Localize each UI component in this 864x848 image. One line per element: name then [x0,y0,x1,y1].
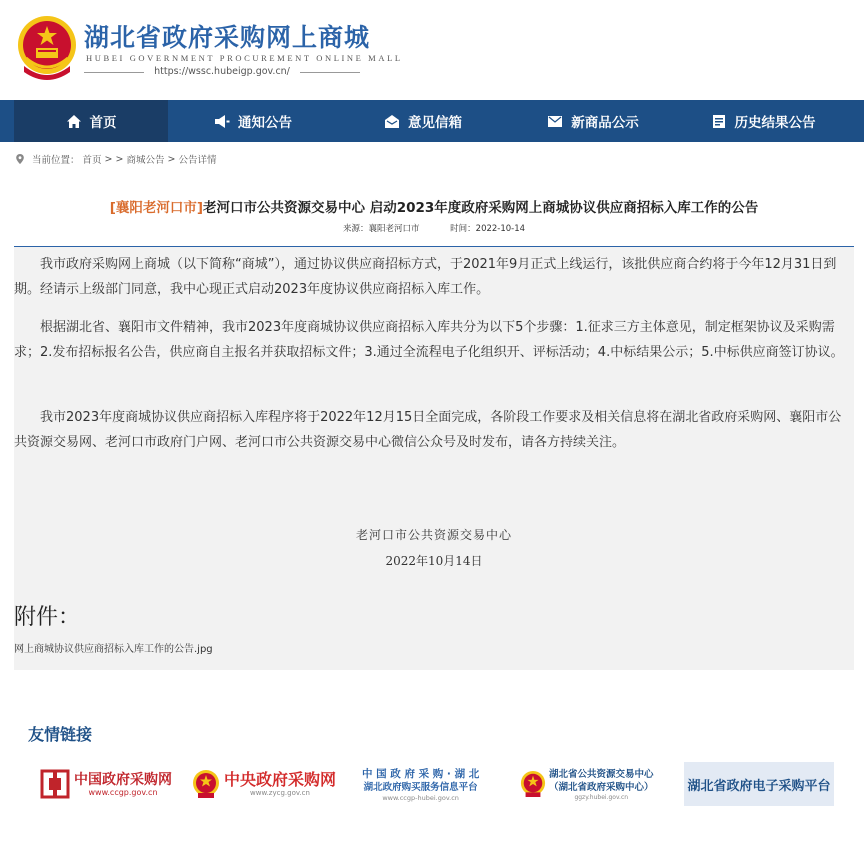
link-zycg-title: 中央政府采购网 [224,770,337,789]
link-hubei-ggzy-title: 湖北省公共资源交易中心 [549,768,654,780]
nav-feedback-label: 意见信箱 [408,115,462,131]
link-ccgp-hubei-subtitle: 湖北政府购买服务信息平台 [363,781,478,793]
link-ccgp[interactable] [40,762,180,806]
friend-links [0,762,864,812]
link-zycg[interactable] [192,762,354,806]
breadcrumb-current: 公告详情 [178,155,217,166]
nav-notices[interactable] [168,100,338,142]
nav-feedback[interactable] [338,100,508,142]
home-icon [66,114,82,129]
emblem-icon [192,769,220,799]
link-hubei-ggzy[interactable] [520,762,672,806]
megaphone-icon [214,114,230,129]
article-title [14,196,854,216]
article-paragraph: 我市政府采购网上商城（以下简称“商城”），通过协议供应商招标方式，于2021年9月正式上线运行，该批供应商合约将于今年12月31日到期。经请示上级部门同意，我中心现正式启动2023年度协议供应商招标入库工作。 [14,257,837,297]
article-title-text: 老河口市公共资源交易中心 启动2023年度政府采购网上商城协议供应商招标入库工作的公告 [203,200,759,216]
attachment-link[interactable]: 网上商城协议供应商招标入库工作的公告.jpg [14,644,213,655]
breadcrumb [14,152,219,166]
link-hubei-eprocurement[interactable] [684,762,834,806]
link-ccgp-hubei[interactable] [362,762,512,806]
site-subtitle: HUBEI GOVERNMENT PROCUREMENT ONLINE MALL [86,53,403,63]
breadcrumb-label: 当前位置： [32,155,80,166]
attachment-label: 附件： [14,605,81,630]
link-hubei-eprocurement-title: 湖北省政府电子采购平台 [687,778,831,794]
nav-home[interactable] [14,100,168,142]
article-source: 来源：襄阳老河口市 [342,224,420,234]
site-header [0,0,864,100]
main-nav [0,100,864,142]
article-region: [襄阳老河口市] [109,200,204,216]
site-title: 湖北省政府采购网上商城 [84,23,371,52]
signature-date: 2022年10月14日 [385,554,483,568]
nav-home-label: 首页 [89,115,117,131]
emblem-icon [520,770,546,798]
signature-org: 老河口市公共资源交易中心 [355,528,512,542]
link-hubei-ggzy-subtitle: （湖北省政府采购中心） [549,781,654,793]
document-icon [711,114,727,129]
article-body [14,180,854,670]
site-url: https://wssc.hubeigp.gov.cn/ [84,66,360,77]
friend-links-title: 友情链接 [28,725,93,744]
article-time: 时间：2022-10-14 [450,224,526,234]
breadcrumb-section[interactable]: 商城公告 [126,155,165,166]
link-ccgp-url: www.ccgp.gov.cn [88,787,158,797]
nav-new-products-label: 新商品公示 [571,115,639,131]
mailbox-icon [384,114,400,129]
nav-new-products[interactable] [508,100,678,142]
link-zycg-url: www.zycg.gov.cn [250,789,310,797]
nav-history-results[interactable] [678,100,848,142]
location-pin-icon [14,153,26,165]
nav-history-results-label: 历史结果公告 [734,115,816,131]
link-hubei-ggzy-url: ggzy.hubei.gov.cn [574,793,629,801]
national-emblem-icon [16,14,78,82]
ccgp-logo-icon [40,769,70,799]
link-ccgp-hubei-title: 中 国 政 府 采 购 · 湖 北 [362,767,480,780]
article-meta [14,222,854,234]
breadcrumb-home[interactable]: 首页 [82,155,102,166]
link-ccgp-hubei-url: www.ccgp-hubei.gov.cn [382,793,459,802]
envelope-icon [547,114,563,129]
breadcrumb-sep: > [167,153,176,165]
breadcrumb-sep: > [115,153,124,165]
article-paragraph: 根据湖北省、襄阳市文件精神，我市2023年度商城协议供应商招标入库共分为以下5个步骤：1.征求三方主体意见，制定框架协议及采购需求；2.发布招标报名公告，供应商自主报名并获取招标文件；3.通过全流程电子化组织开、评标活动；4.中标结果公示；5.中标供应商签订协议。 [14,320,844,360]
breadcrumb-sep: > [104,153,113,165]
article-paragraph: 我市2023年度商城协议供应商招标入库程序将于2022年12月15日全面完成，各阶段工作要求及相关信息将在湖北省政府采购网、襄阳市公共资源交易网、老河口市政府门户网、老河口市公共资源交易中心微信公众号及时发布，请各方持续关注。 [14,410,842,450]
nav-notices-label: 通知公告 [238,115,292,131]
link-ccgp-title: 中国政府采购网 [74,771,172,788]
nav-filler [848,100,864,142]
article-header [14,180,854,247]
